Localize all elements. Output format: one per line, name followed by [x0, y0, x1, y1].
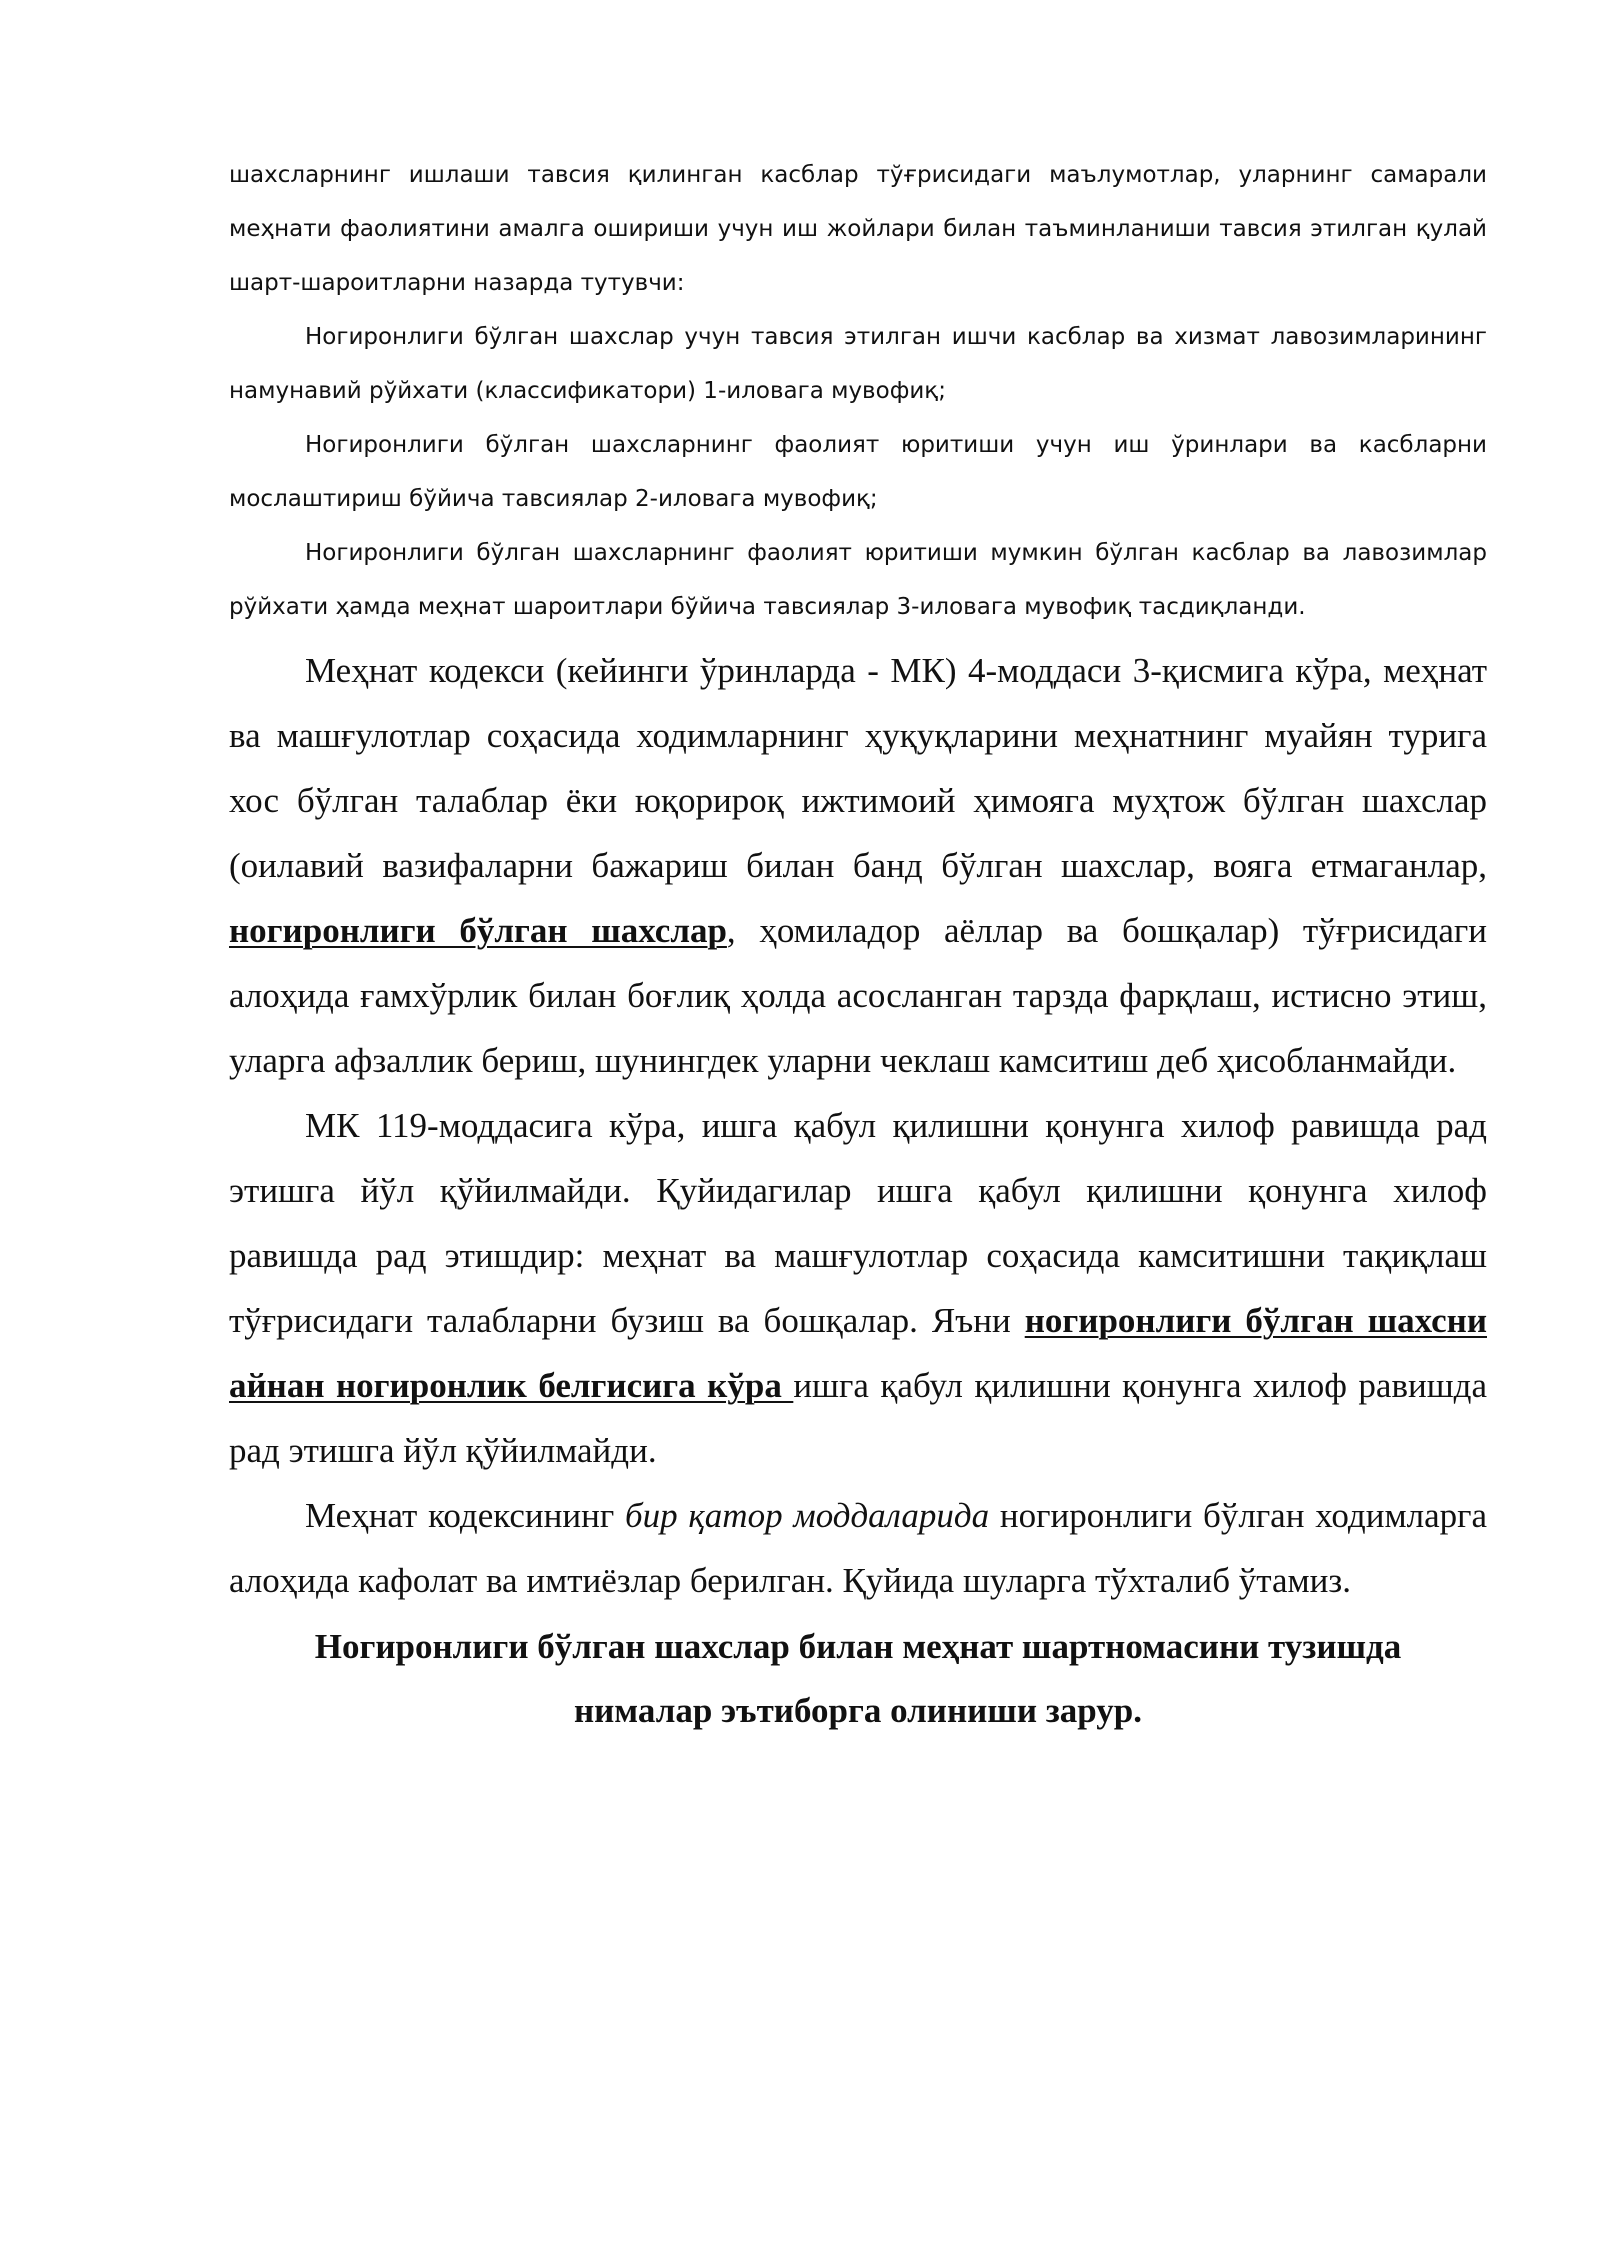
paragraph-intro: шахсларнинг ишлаши тавсия қилинган касблар тўғрисидаги маълумотлар, уларнинг самарали меҳнати фаолиятини амалга ошириши учун иш жойлари билан таъминланиши тавсия этилган қулай шарт-шароитларни назарда тутувчи: — [229, 162, 1487, 296]
emphasis-italic: бир қатор моддаларида — [625, 1496, 990, 1535]
paragraph-labor-code-article-119 — [229, 1093, 1487, 1483]
paragraph-appendix-3: Ногиронлиги бўлган шахсларнинг фаолият юритиши мумкин бўлган касблар ва лавозимлар рўйхати ҳамда меҳнат шароитлари бўйича тавсиялар 3-иловага мувофиқ тасдиқланди. — [229, 540, 1487, 620]
document-body — [229, 148, 1487, 1743]
text-run: Меҳнат кодексининг — [305, 1496, 625, 1535]
paragraph-labor-code-article-4 — [229, 638, 1487, 1093]
paragraph-appendix-1: Ногиронлиги бўлган шахслар учун тавсия этилган ишчи касблар ва хизмат лавозимларининг намунавий рўйхати (классификатори) 1-иловага мувофиқ; — [229, 324, 1487, 404]
text-run: ногиронлиги бўлган ходимларга алоҳида кафолат ва имтиёзлар берилган. Қуйида шуларга тўхталиб ўтамиз. — [229, 1496, 1487, 1600]
paragraph-guarantees — [229, 1483, 1487, 1613]
text-run: , ҳомиладор аёллар ва бошқалар) тўғрисидаги алоҳида ғамхўрлик билан боғлиқ ҳолда асосланган тарзда фарқлаш, истисно этиш, уларга афзаллик бериш, шунингдек уларни чеклаш камситиш деб ҳисобланмайди. — [229, 911, 1487, 1080]
text-run: ишга қабул қилишни қонунга хилоф равишда рад этишга йўл қўйилмайди. — [229, 1366, 1487, 1470]
paragraph-appendix-2: Ногиронлиги бўлган шахсларнинг фаолият юритиши учун иш ўринлари ва касбларни мослаштириш бўйича тавсиялар 2-иловага мувофиқ; — [229, 432, 1487, 512]
text-run: Меҳнат кодекси (кейинги ўринларда - МК) 4-моддаси 3-қисмига кўра, меҳнат ва машғулотлар соҳасида ходимларнинг ҳуқуқларини меҳнатнинг муайян турига хос бўлган талаблар ёки юқорироқ ижтимоий ҳимояга муҳтож бўлган шахслар (оилавий вазифаларни бажариш билан банд бўлган шахслар, вояга етмаганлар, — [229, 651, 1487, 885]
section-heading: Ногиронлиги бўлган шахслар билан меҳнат шартномасини тузишда нималар эътиборга олиниши зарур. — [314, 1627, 1402, 1730]
emphasis-underlined-bold: ногиронлиги бўлган шахсни айнан ногиронлик белгисига кўра — [229, 1301, 1487, 1405]
text-run: МК 119-моддасига кўра, ишга қабул қилишни қонунга хилоф равишда рад этишга йўл қўйилмайди. Қуйидагилар ишга қабул қилишни қонунга хилоф равишда рад этишдир: меҳнат ва машғулотлар соҳасида камситишни тақиқлаш тўғрисидаги талабларни бузиш ва бошқалар. Яъни — [229, 1106, 1487, 1340]
emphasis-underlined-bold: ногиронлиги бўлган шахслар — [229, 911, 727, 950]
